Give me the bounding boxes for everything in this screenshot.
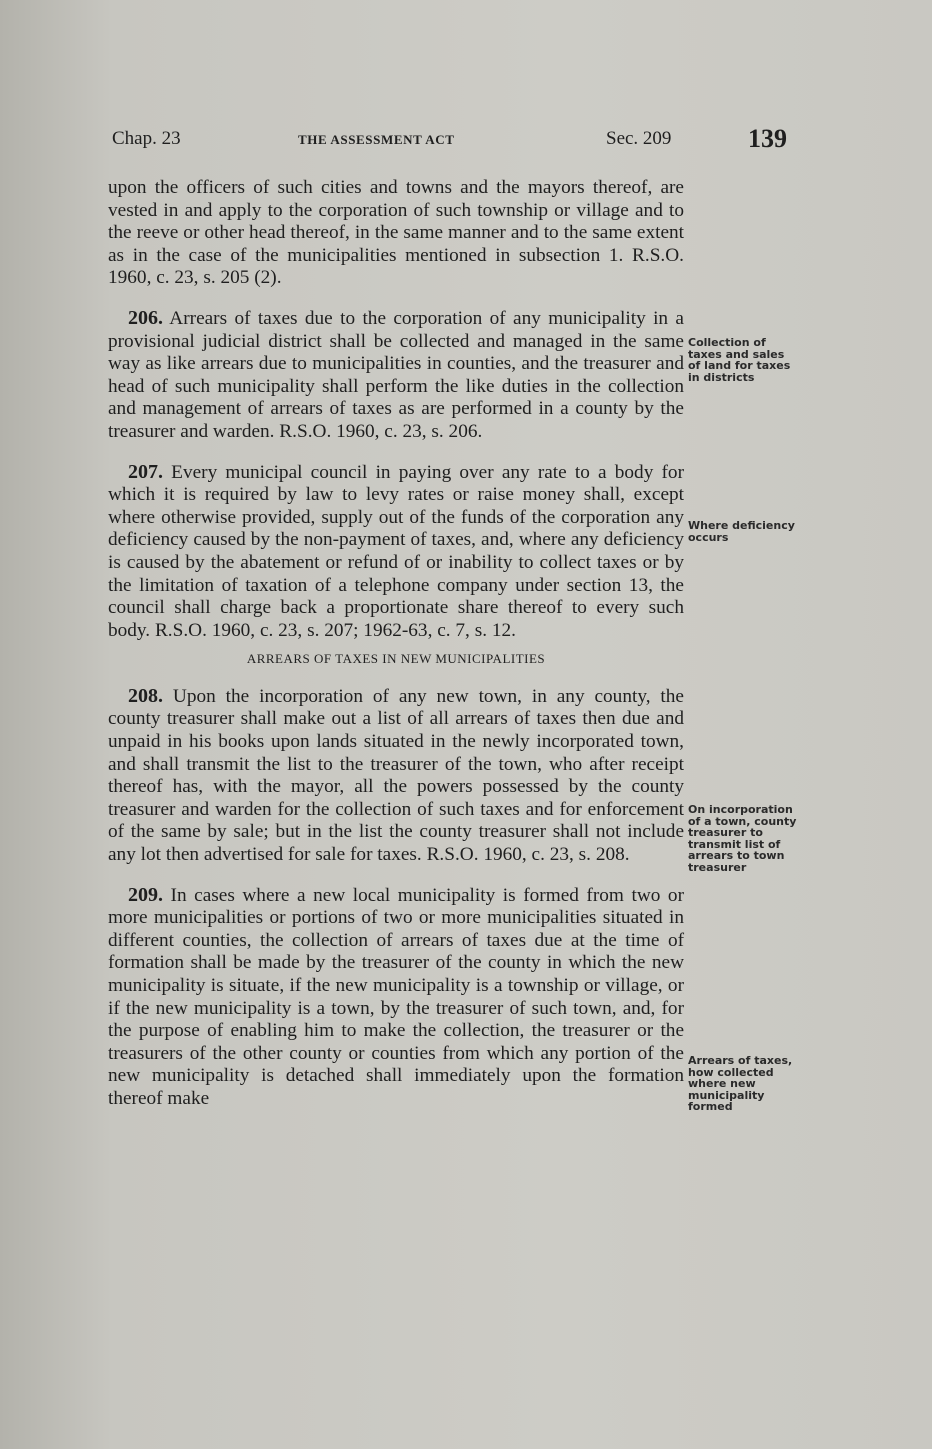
act-title: THE ASSESSMENT ACT — [298, 132, 455, 147]
section-text: In cases where a new local municipality is formed from two or more municipalities or portions of two or more municipalities situated in different counties, the collection of arrears of taxes due at the time of formation shall be made by the treasurer of the county in which the new municipality is situate, if the new municipality is a township or village, or if the new municipality is a town, by the treasurer of such town, and, for the purpose of enabling him to make the collection, the treasurer or the treasurers of the other county or counties from which any portion of the new municipality is detached shall immediately upon the formation thereof make — [108, 884, 684, 1109]
section-text: Every municipal council in paying over any rate to a body for which it is required by law to levy rates or raise money shall, except where otherwise provided, supply out of the funds of the corporation any deficiency caused by the non-payment of taxes, and, where any deficiency is caused by the abatement or refund of or inability to collect taxes or by the limitation of taxation of a telephone company under section 13, the council shall charge back a proportionate share thereof to every such body. R.S.O. 1960, c. 23, s. 207; 1962-63, c. 7, s. 12. — [108, 461, 684, 641]
chapter-label: Chap. 23 — [112, 128, 181, 149]
section-number: 207. — [128, 460, 163, 483]
section-number: 206. — [128, 306, 163, 329]
section-206 — [108, 307, 684, 444]
continued-paragraph: upon the officers of such cities and towns and the mayors thereof, are vested in and apply to the corporation of such township or village and to the reeve or other head thereof, in the same manner and to the same extent as in the case of the municipalities mentioned in subsection 1. R.S.O. 1960, c. 23, s. 205 (2). — [108, 177, 684, 289]
page-number: 139 — [748, 124, 787, 153]
section-207 — [108, 461, 684, 643]
section-text: Upon the incorporation of any new town, in any county, the county treasurer shall make out a list of all arrears of taxes then due and unpaid in his books upon lands situated in the newly incorporated town, and shall transmit the list to the treasurer of the town, who after receipt thereof has, with the mayor, all the powers possessed by the county treasurer and warden for the collection of such taxes and for enforcement of the same by sale; but in the list the county treasurer shall not include any lot then advertised for sale for taxes. R.S.O. 1960, c. 23, s. 208. — [108, 685, 684, 866]
section-heading: ARREARS OF TAXES IN NEW MUNICIPALITIES — [246, 651, 546, 667]
margin-note-206: Collection of taxes and sales of land for taxes in districts — [688, 336, 791, 384]
margin-note-207: Where deficiency occurs — [688, 519, 795, 544]
section-208 — [108, 685, 684, 867]
section-number: 208. — [128, 684, 163, 707]
body-text — [108, 177, 684, 1111]
section-209 — [108, 884, 684, 1111]
margin-note-208: On incorporation of a town, county treasurer to transmit list of arrears to town treasurer — [688, 803, 797, 874]
section-label: Sec. 209 — [606, 128, 672, 149]
section-number: 209. — [128, 883, 163, 906]
running-header — [108, 124, 798, 156]
margin-note-209: Arrears of taxes, how collected where new municipality formed — [688, 1054, 793, 1113]
section-text: Arrears of taxes due to the corporation of any municipality in a provisional judicial district shall be collected and managed in the same way as like arrears due to municipalities in counties, and the treasurer and head of such municipality shall perform the like duties in the collection and management of arrears of taxes as are performed in a county by the treasurer and warden. R.S.O. 1960, c. 23, s. 206. — [108, 307, 684, 442]
